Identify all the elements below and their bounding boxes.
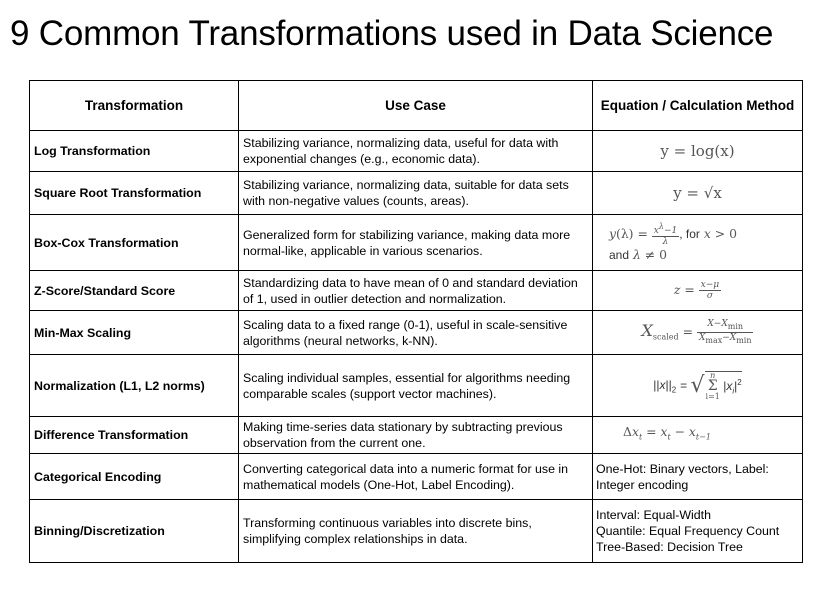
binning-line: Interval: Equal-Width [596,508,712,522]
row-name: Normalization (L1, L2 norms) [30,355,239,417]
page-title: 9 Common Transformations used in Data Science [10,14,774,53]
min-max-fraction: $\frac{X-X_{min}}{X_{max}-X_{min}}$ [698,319,752,345]
encoding-line: One-Hot: Binary vectors, Label: [596,461,769,476]
row-use-case: Making time-series data stationary by subtracting previous observation from the current one. [239,417,593,454]
box-cox-equation-line1: y(λ) = $\frac{x^\lambda-1}{\lambda}$ , for x > 0 [609,222,737,247]
table-row [30,131,803,172]
table-row [30,311,803,355]
binning-line: Tree-Based: Decision Tree [596,540,743,554]
row-name: Min-Max Scaling [30,311,239,355]
binning-line: Quantile: Equal Frequency Count [596,524,780,538]
row-equation: $X_{scaled}$ = $\frac{X-X_{min}}{X_{max}-X_{min}}$ [593,311,803,355]
table-row [30,500,803,563]
row-name: Z-Score/Standard Score [30,271,239,311]
table-row [30,172,803,215]
table-row [30,215,803,271]
row-use-case: Converting categorical data into a numeric format for use in mathematical models (One-Hot, Label Encoding). [239,454,593,500]
table-row [30,454,803,500]
transformations-table [29,80,803,563]
row-name: Binning/Discretization [30,500,239,563]
row-name: Difference Transformation [30,417,239,454]
box-cox-for-text: , for [679,227,700,241]
row-equation [593,131,803,172]
box-cox-equation-line2: and λ ≠ 0 [609,247,667,262]
row-use-case: Transforming continuous variables into discrete bins, simplifying complex relationships in data. [239,500,593,563]
row-name: Box-Cox Transformation [30,215,239,271]
row-equation [593,500,803,563]
row-equation [593,454,803,500]
row-name: Square Root Transformation [30,172,239,215]
row-equation: z = $\frac{x-\mu}{\sigma}$ [593,271,803,311]
norm-sum: n Σ i=1 $|x_i|^2$ [705,370,742,401]
row-equation: $||x||_2$ = √ n Σ i=1 $|x_i|^2$ [593,355,803,417]
log-equation: y = log(x) [660,141,735,160]
row-equation [593,215,803,271]
row-equation [593,172,803,215]
row-use-case: Scaling individual samples, essential for algorithms needing comparable scales (support vector machines). [239,355,593,417]
header-transformation: Transformation [30,81,239,131]
row-use-case: Stabilizing variance, normalizing data, suitable for data sets with non-negative values (counts, areas). [239,172,593,215]
row-use-case: Stabilizing variance, normalizing data, useful for data with exponential changes (e.g., economic data). [239,131,593,172]
table-row [30,355,803,417]
row-equation: $\Delta x_t = x_t - x_{t-1}$ [593,417,803,454]
z-score-fraction: $\frac{x-\mu}{\sigma}$ [700,280,720,301]
box-cox-and-text: and [609,248,630,262]
box-cox-fraction: $\frac{x^\lambda-1}{\lambda}$ [653,222,678,247]
row-use-case: Standardizing data to have mean of 0 and standard deviation of 1, used in outlier detection and normalization. [239,271,593,311]
row-name: Log Transformation [30,131,239,172]
row-use-case: Generalized form for stabilizing variance, making data more normal-like, applicable in various scenarios. [239,215,593,271]
header-use-case: Use Case [239,81,593,131]
table-header-row [30,81,803,131]
header-equation: Equation / Calculation Method [593,81,803,131]
encoding-line: Integer encoding [596,477,689,492]
row-name: Categorical Encoding [30,454,239,500]
row-use-case: Scaling data to a fixed range (0-1), useful in scale-sensitive algorithms (neural networks, k-NN). [239,311,593,355]
sqrt-equation: y = √x [673,183,722,202]
table-row [30,271,803,311]
table-row [30,417,803,454]
